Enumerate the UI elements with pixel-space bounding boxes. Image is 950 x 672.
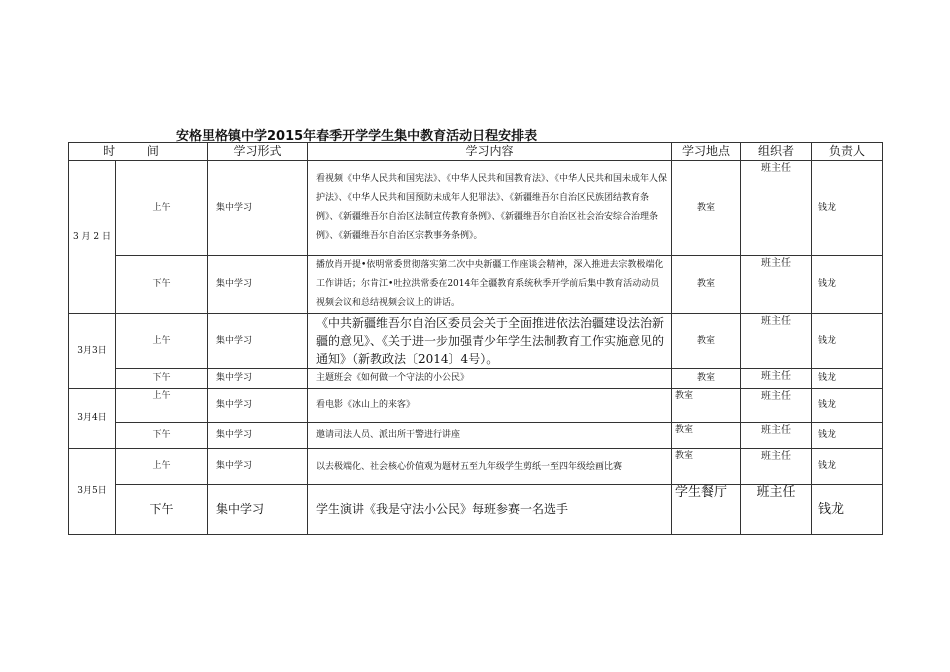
date-cell: 3 月 2 日 xyxy=(69,161,116,314)
place-cell: 教室 xyxy=(672,161,741,256)
organizer-cell: 班主任 xyxy=(741,389,812,423)
place-cell: 教室 xyxy=(672,314,741,369)
responsible-cell: 钱龙 xyxy=(812,369,883,389)
date-cell: 3月4日 xyxy=(69,389,116,449)
responsible-cell: 钱龙 xyxy=(812,423,883,449)
content-cell: 学生演讲《我是守法小公民》每班参赛一名选手 xyxy=(308,485,672,535)
place-cell: 教室 xyxy=(672,449,741,485)
time-cell: 上午 xyxy=(116,449,208,485)
content-cell: 看视频《中华人民共和国宪法》、《中华人民共和国教育法》、《中华人民共和国未成年人保护法》、《中华人民共和国预防未成年人犯罪法》、《新疆维吾尔自治区民族团结教育条例》、《新疆维吾尔自治区法制宣传教育条例》、《新疆维吾尔自治区社会治安综合治理条例》、《新疆维吾尔自治区宗教事务条例》。 xyxy=(308,161,672,256)
time-cell: 上午 xyxy=(116,161,208,256)
organizer-cell: 班主任 xyxy=(741,485,812,535)
organizer-cell: 班主任 xyxy=(741,449,812,485)
organizer-cell: 班主任 xyxy=(741,256,812,314)
time-cell: 上午 xyxy=(116,389,208,423)
schedule-table xyxy=(68,142,883,535)
form-cell: 集中学习 xyxy=(208,314,308,369)
table-row xyxy=(69,485,883,535)
form-cell: 集中学习 xyxy=(208,389,308,423)
place-cell: 教室 xyxy=(672,256,741,314)
content-cell: 邀请司法人员、派出所干警进行讲座 xyxy=(308,423,672,449)
time-cell: 下午 xyxy=(116,369,208,389)
form-cell: 集中学习 xyxy=(208,256,308,314)
content-cell: 播放肖开提•依明常委贯彻落实第二次中央新疆工作座谈会精神，深入推进去宗教极端化工作讲话；尔肯江•吐拉洪常委在2014年全疆教育系统秋季开学前后集中教育活动动员视频会议和总结视频会议上的讲话。 xyxy=(308,256,672,314)
date-cell: 3月5日 xyxy=(69,449,116,535)
header-organizer: 组织者 xyxy=(741,143,812,161)
form-cell: 集中学习 xyxy=(208,423,308,449)
table-row xyxy=(69,314,883,369)
time-cell: 下午 xyxy=(116,256,208,314)
header-content: 学习内容 xyxy=(308,143,672,161)
time-cell: 下午 xyxy=(116,423,208,449)
responsible-cell: 钱龙 xyxy=(812,449,883,485)
responsible-cell: 钱龙 xyxy=(812,161,883,256)
header-place: 学习地点 xyxy=(672,143,741,161)
form-cell: 集中学习 xyxy=(208,161,308,256)
content-cell: 以去极端化、社会核心价值观为题材五至九年级学生剪纸一至四年级绘画比赛 xyxy=(308,449,672,485)
content-cell: 主题班会《如何做一个守法的小公民》 xyxy=(308,369,672,389)
place-cell: 教室 xyxy=(672,369,741,389)
form-cell: 集中学习 xyxy=(208,485,308,535)
organizer-cell: 班主任 xyxy=(741,161,812,256)
table-row xyxy=(69,389,883,423)
place-cell: 学生餐厅 xyxy=(672,485,741,535)
date-cell: 3月3日 xyxy=(69,314,116,389)
header-time: 时 间 xyxy=(69,143,208,161)
table-row xyxy=(69,423,883,449)
content-cell: 看电影《冰山上的来客》 xyxy=(308,389,672,423)
table-row xyxy=(69,449,883,485)
responsible-cell: 钱龙 xyxy=(812,389,883,423)
content-cell: 《中共新疆维吾尔自治区委员会关于全面推进依法治疆建设法治新疆的意见》、《关于进一步加强青少年学生法制教育工作实施意见的通知》（新教政法〔2014〕4号）。 xyxy=(308,314,672,369)
organizer-cell: 班主任 xyxy=(741,369,812,389)
time-cell: 上午 xyxy=(116,314,208,369)
organizer-cell: 班主任 xyxy=(741,314,812,369)
place-cell: 教室 xyxy=(672,389,741,423)
form-cell: 集中学习 xyxy=(208,449,308,485)
document-title: 安格里格镇中学2015年春季开学学生集中教育活动日程安排表 xyxy=(176,129,538,144)
responsible-cell: 钱龙 xyxy=(812,314,883,369)
responsible-cell: 钱龙 xyxy=(812,256,883,314)
responsible-cell: 钱龙 xyxy=(812,485,883,535)
header-responsible: 负责人 xyxy=(812,143,883,161)
form-cell: 集中学习 xyxy=(208,369,308,389)
time-cell: 下午 xyxy=(116,485,208,535)
header-row xyxy=(69,143,883,161)
table-row xyxy=(69,369,883,389)
place-cell: 教室 xyxy=(672,423,741,449)
header-form: 学习形式 xyxy=(208,143,308,161)
table-row xyxy=(69,161,883,256)
organizer-cell: 班主任 xyxy=(741,423,812,449)
table-row xyxy=(69,256,883,314)
